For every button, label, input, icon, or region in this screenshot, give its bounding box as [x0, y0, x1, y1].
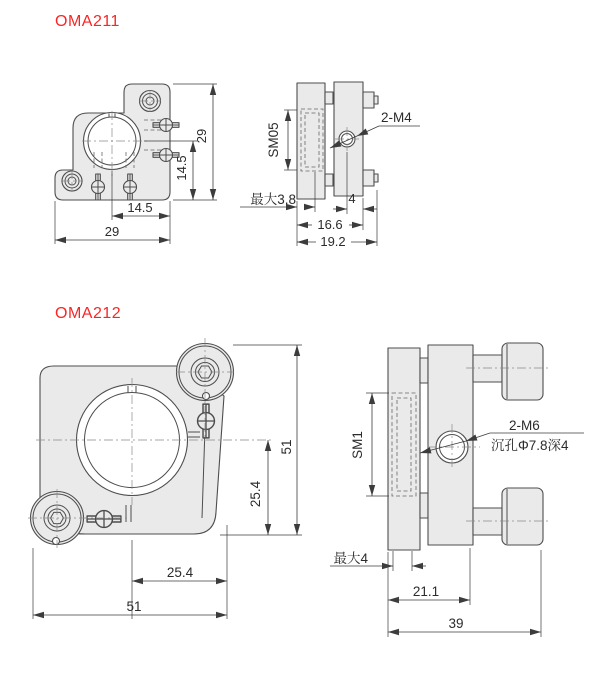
- part-title-oma212: OMA212: [55, 305, 122, 322]
- oma211-front-view: [55, 84, 179, 200]
- dim-oma212-depth-overall: 39: [448, 616, 464, 631]
- oma212-optic-plate: [388, 348, 420, 550]
- oma211-lock-screw-top: [139, 90, 161, 112]
- dim-oma212-center-offset: 21.1: [412, 584, 440, 599]
- oma211-side-view: [297, 82, 378, 199]
- dim-oma212-max-thickness: 最大4: [333, 551, 368, 566]
- dim-oma211-max-thickness: 最大3.8: [250, 192, 296, 207]
- dim-oma211-hole-offset: 4: [348, 191, 356, 206]
- dim-oma211-depth-inner: 16.6: [317, 217, 343, 232]
- dim-oma212-half-height: 25.4: [248, 480, 263, 508]
- dim-oma212-half-width: 25.4: [166, 565, 194, 580]
- dim-oma211-height: 29: [194, 128, 209, 144]
- tap-label-2-m6: 2-M6: [509, 418, 540, 433]
- dim-oma212-width: 51: [126, 599, 142, 614]
- oma212-front-view: [28, 338, 273, 548]
- oma212-side-knob-bottom: [473, 488, 543, 545]
- counterbore-label: 沉孔Φ7.8深4: [491, 438, 569, 453]
- dim-oma211-half-width: 14.5: [127, 200, 153, 215]
- thread-label-sm1: SM1: [350, 431, 365, 459]
- dim-oma212-height: 51: [279, 439, 294, 455]
- dim-oma211-width: 29: [104, 224, 120, 239]
- tap-label-2-m4: 2-M4: [381, 110, 412, 125]
- oma211-optic-plate: [297, 83, 325, 199]
- dim-oma211-depth-overall: 19.2: [320, 234, 346, 249]
- oma212-side-knob-top: [473, 343, 543, 400]
- thread-label-sm05: SM05: [266, 122, 281, 158]
- dim-oma211-half-height: 14.5: [174, 155, 189, 181]
- part-title-oma211: OMA211: [55, 13, 120, 30]
